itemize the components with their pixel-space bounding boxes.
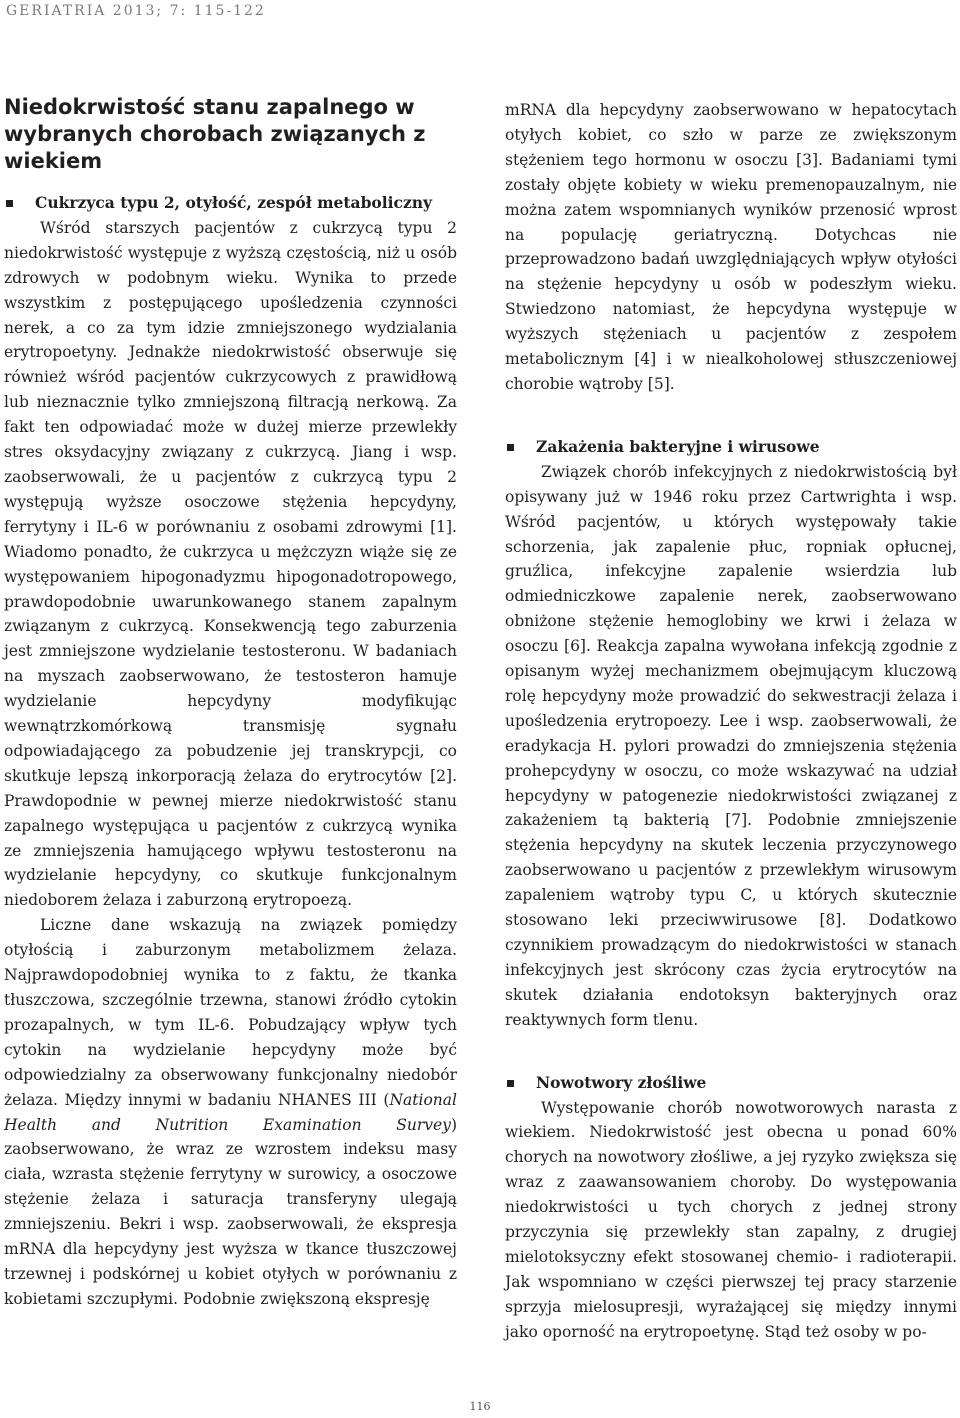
square-bullet-icon	[6, 200, 13, 207]
article-title: Niedokrwistość stanu zapalnego w wybranych chorobach związanych z wiekiem	[4, 95, 426, 173]
paragraph-diabetes: Wśród starszych pacjentów z cukrzycą typu 2 niedokrwistość występuje z wyższą częstością, niż u osób zdrowych w podobnym wieku. Wynika to przede wszystkim z postępującego upośledzenia czynności nerek, a co za tym idzie zmniejszonego wydzialania erytropoetyny. Jednakże niedokrwistość obserwuje się również wśród pacjentów cukrzycowych z prawidłową lub nieznacznie tylko zmniejszoną filtracją nerkową. Za fakt ten odpowiadać może w dużej mierze przewlekły stres oksydacyjny związany z cukrzycą. Jiang i wsp. zaobserwowali, że u pacjentów z cukrzycą typu 2 występują wyższe osoczowe stężenia hepcydyny, ferrytyny i IL-6 w porównaniu z osobami zdrowymi [1]. Wiadomo ponadto, że cukrzyca u mężczyzn wiąże się ze występowaniem hipogonadyzmu hipogonadotropowego, prawdopodobnie uwarunkowanego stanem zapalnym związanym z cukrzycą. Konsekwencją tego zaburzenia jest zmniejszone wydzielanie testosteronu. W badaniach na myszach zaobserwowano, że testosteron hamuje wydzielanie hepcydyny modyfikując wewnątrzkomórkową transmisję sygnału odpowiadającego za pobudzenie jej transkrypcji, co skutkuje lepszą inkorporacją żelaza do erytrocytów [2]. Prawdopodnie w pewnej mierze niedokrwistość stanu zapalnego występująca u pacjentów z cukrzycą wynika ze zmniejszenia hamującego wpływu testosteronu na wydzielanie hepcydyny, co skutkuje funkcjonalnym niedoborem żelaza i zaburzoną erytropoezą.	[4, 218, 457, 910]
running-header: GERIATRIA 2013; 7: 115-122	[6, 3, 266, 19]
page-number: 116	[469, 1400, 491, 1413]
paragraph-obesity-italic: National Health and Nutrition Examination Survey	[4, 1090, 457, 1134]
paragraph-obesity-end: ) zaobserwowano, że wraz ze wzrostem indeksu masy ciała, wzrasta stężenie ferrytyny w surowicy, a osoczowe stężenie żelaza i saturacja transferyny ulegają zmniejszeniu. Bekri i wsp. zaobserwowali, że ekspresja mRNA dla hepcydyny jest wyższa w tkance tłuszczowej trzewnej i podskórnej u kobiet otyłych w porównaniu z kobietami szczupłymi. Podobnie zwiększoną ekspresję	[4, 1115, 457, 1308]
section-heading-text: Nowotwory złośliwe	[536, 1072, 707, 1092]
right-column	[505, 98, 957, 1345]
section-heading-cancer	[505, 1071, 957, 1096]
paragraph-obesity-start: Liczne dane wskazują na związek pomiędzy otyłością i zaburzonym metabolizmem żelaza. Najprawdopodobniej wynika to z faktu, że tkanka tłuszczowa, szczególnie trzewna, stanowi źródło cytokin prozapalnych, w tym IL-6. Pobudzający wpływ tych cytokin na wydzielanie hepcydyny może być odpowiedzialny za obserwowany funkcjonalny niedobór żelaza. Między innymi w badaniu NHANES III (	[4, 916, 457, 1109]
spacer	[505, 1033, 957, 1071]
square-bullet-icon	[507, 1080, 514, 1087]
paragraph-obesity	[4, 913, 457, 1312]
paragraph-continuation: mRNA dla hepcydyny zaobserwowano w hepatocytach otyłych kobiet, co szło w parze ze zwiększonym stężeniem tego hormonu w osoczu [3]. Badaniami tymi zostały objęte kobiety w wieku premenopauzalnym, nie można zatem wspomnianych wyników przenosić wprost na populację geriatryczną. Dotychcas nie przeprowadzono badań uwzględniających wpływ otyłości na stężenie hepcydyny u osób w podeszłym wieku. Stwiedzono natomiast, że hepcydyna występuje w wyższych stężeniach u pacjentów z zespołem metabolicznym [4] i w niealkoholowej stłuszczeniowej chorobie wątroby [5].	[505, 101, 957, 393]
spacer	[505, 397, 957, 435]
paragraph-infections: Związek chorób infekcyjnych z niedokrwistością był opisywany już w 1946 roku przez Cartwrighta i wsp. Wśród pacjentów, u których występowały takie schorzenia, jak zapalenie płuc, ropniak opłucnej, gruźlica, infekcyjne zapalenie wsierdzia lub odmiedniczkowe zapalenie nerek, zaobserwowano obniżone stężenie hemoglobiny we krwi i żelaza w osoczu [6]. Reakcja zapalna wywołana infekcją zgodnie z opisanym wyżej mechanizmem obejmującym kluczową rolę hepcydyny może prowadzić do sekwestracji żelaza i upośledzenia erytropoezy. Lee i wsp. zaobserwowali, że eradykacja H. pylori prowadzi do zmniejszenia stężenia prohepcydyny w osoczu, co może wskazywać na udział hepcydyny w patogenezie niedokrwistości związanej z zakażeniem tą bakterią [7]. Podobnie zmniejszenie stężenia hepcydyny na skutek leczenia przyczynowego zaobserwowano u pacjentów z przewlekłym wirusowym zapaleniem wątroby typu C, u których skutecznie stosowano leki przeciwwirusowe [8]. Dodatkowo czynnikiem prowadzącym do niedokrwistości w stanach infekcyjnych jest skrócony czas życia erytrocytów na skutek działania endotoksyn bakteryjnych oraz reaktywnych form tlenu.	[505, 462, 957, 1029]
section-heading-text: Zakażenia bakteryjne i wirusowe	[536, 436, 820, 456]
section-heading-infections	[505, 435, 957, 460]
paragraph-cancer: Występowanie chorób nowotworowych narasta z wiekiem. Niedokrwistość jest obecna u ponad 60% chorych na nowotwory złośliwe, a jej ryzyko zwiększa się wraz z zaawansowaniem choroby. Do występowania niedokrwistości u tych chorych z jednej strony przyczynia się przewlekły stan zapalny, z drugiej mielotoksyczny efekt stosowanej chemio- i radioterapii. Jak wspomniano w części pierwszej tej pracy starzenie sprzyja mielosupresji, wyrażającej się między innymi jako oporność na erytropoetynę. Stąd też osoby w po-	[505, 1098, 957, 1341]
section-heading-text: Cukrzyca typu 2, otyłość, zespół metaboliczny	[35, 193, 433, 212]
square-bullet-icon	[507, 444, 514, 451]
section-heading-diabetes	[4, 191, 457, 216]
left-column	[4, 94, 457, 1312]
